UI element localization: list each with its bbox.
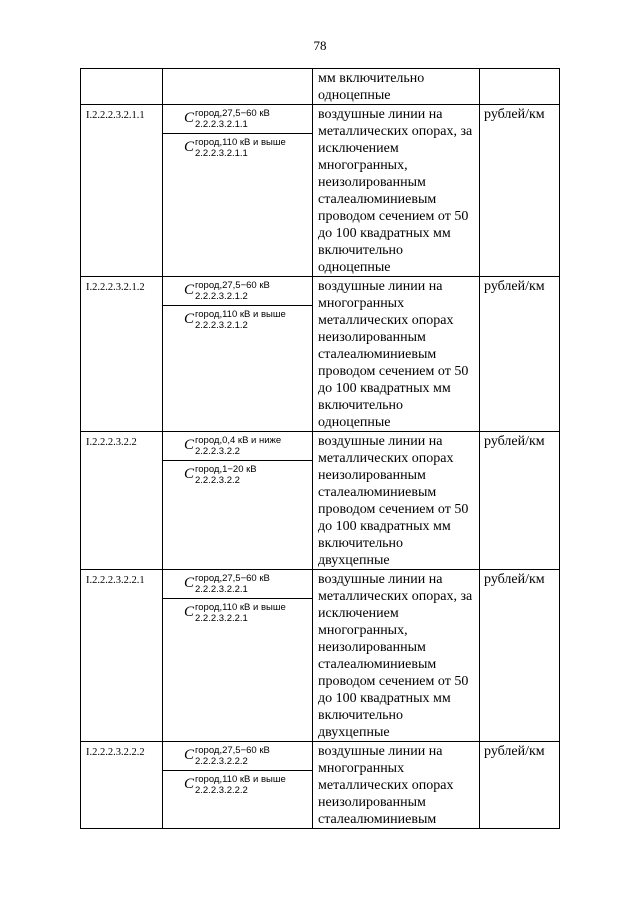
row-symbols [163, 105, 313, 277]
symbol-letter: C [184, 604, 195, 620]
cost-symbol [163, 742, 312, 770]
table-row [81, 277, 560, 432]
symbol-letter: C [184, 139, 195, 155]
symbol-subscript: 2.2.2.3.2.1.2 [195, 291, 248, 302]
symbol-letter: C [184, 776, 195, 792]
row-description: воздушные линии на металлических опорах, за исключением многогранных, неизолированным сталеалюминиевым проводом сечением от 50 до 100 квадратных мм включительно одноцепные [313, 105, 480, 277]
symbol-subscript: 2.2.2.3.2.1.1 [195, 148, 248, 159]
row-symbols [163, 69, 313, 105]
row-unit: рублей/км [480, 105, 560, 277]
row-description: мм включительно одноцепные [313, 69, 480, 105]
cost-symbol [163, 570, 312, 598]
symbol-letter: C [184, 466, 195, 482]
cost-symbol [163, 277, 312, 305]
symbol-subscript: 2.2.2.3.2.2 [195, 446, 240, 457]
symbol-superscript: город,110 кВ и выше [195, 309, 286, 320]
cost-symbol [163, 460, 312, 489]
row-code: I.2.2.2.3.2.2.2 [81, 742, 163, 829]
symbol-subscript: 2.2.2.3.2.2.1 [195, 613, 248, 624]
row-symbols [163, 742, 313, 829]
symbol-letter: C [184, 747, 195, 763]
symbol-superscript: город,27,5−60 кВ [195, 108, 270, 119]
cost-symbol [163, 770, 312, 799]
symbol-letter: C [184, 282, 195, 298]
cost-symbol [163, 432, 312, 460]
row-unit: рублей/км [480, 277, 560, 432]
table-row [81, 432, 560, 570]
row-description: воздушные линии на многогранных металлических опорах неизолированным сталеалюминиевым проводом сечением от 50 до 100 квадратных мм включительно одноцепные [313, 277, 480, 432]
row-unit [480, 69, 560, 105]
symbol-superscript: город,1−20 кВ [195, 464, 257, 475]
symbol-subscript: 2.2.2.3.2.1.2 [195, 320, 248, 331]
row-unit: рублей/км [480, 742, 560, 829]
symbol-letter: C [184, 575, 195, 591]
row-code: I.2.2.2.3.2.1.2 [81, 277, 163, 432]
row-description: воздушные линии на многогранных металлических опорах неизолированным сталеалюминиевым [313, 742, 480, 829]
symbol-letter: C [184, 437, 195, 453]
row-code [81, 69, 163, 105]
symbol-subscript: 2.2.2.3.2.2.2 [195, 756, 248, 767]
row-code: I.2.2.2.3.2.2.1 [81, 570, 163, 742]
row-description: воздушные линии на металлических опорах неизолированным сталеалюминиевым проводом сечением от 50 до 100 квадратных мм включительно двухцепные [313, 432, 480, 570]
symbol-superscript: город,27,5−60 кВ [195, 280, 270, 291]
table-row [81, 69, 560, 105]
row-description: воздушные линии на металлических опорах, за исключением многогранных, неизолированным сталеалюминиевым проводом сечением от 50 до 100 квадратных мм включительно двухцепные [313, 570, 480, 742]
symbol-superscript: город,0,4 кВ и ниже [195, 435, 282, 446]
cost-symbol [163, 133, 312, 162]
symbol-letter: C [184, 110, 195, 126]
row-unit: рублей/км [480, 432, 560, 570]
symbol-subscript: 2.2.2.3.2.1.1 [195, 119, 248, 130]
row-symbols [163, 277, 313, 432]
symbol-superscript: город,27,5−60 кВ [195, 745, 270, 756]
row-code: I.2.2.2.3.2.2 [81, 432, 163, 570]
symbol-superscript: город,110 кВ и выше [195, 137, 286, 148]
table-row [81, 570, 560, 742]
symbol-subscript: 2.2.2.3.2.2.2 [195, 785, 248, 796]
symbol-superscript: город,110 кВ и выше [195, 774, 286, 785]
page-number: 78 [313, 38, 327, 53]
table-row [81, 742, 560, 829]
symbol-subscript: 2.2.2.3.2.2.1 [195, 584, 248, 595]
row-symbols [163, 432, 313, 570]
row-symbols [163, 570, 313, 742]
cost-symbol [163, 105, 312, 133]
symbol-letter: C [184, 311, 195, 327]
cost-symbol [163, 598, 312, 627]
symbol-superscript: город,110 кВ и выше [195, 602, 286, 613]
symbol-subscript: 2.2.2.3.2.2 [195, 475, 240, 486]
tariff-table [80, 68, 560, 829]
symbol-superscript: город,27,5−60 кВ [195, 573, 270, 584]
table-row [81, 105, 560, 277]
row-code: I.2.2.2.3.2.1.1 [81, 105, 163, 277]
table-body [81, 69, 560, 829]
row-unit: рублей/км [480, 570, 560, 742]
cost-symbol [163, 305, 312, 334]
